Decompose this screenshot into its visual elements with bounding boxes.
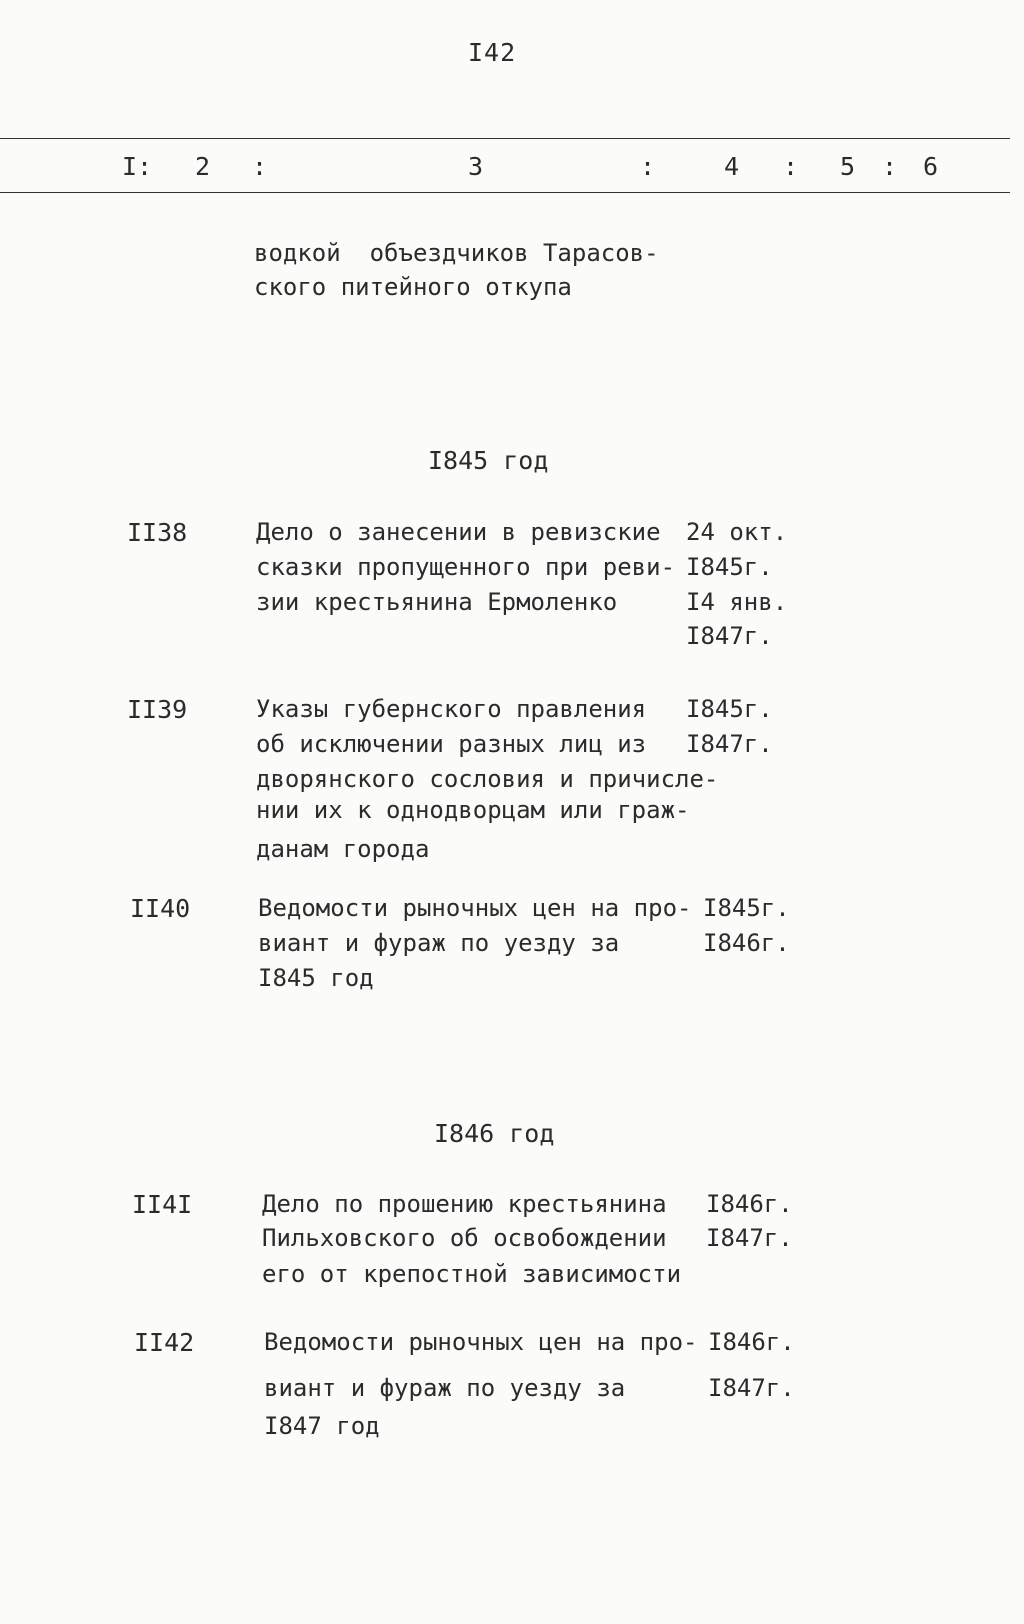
entry-title-line: Дело о занесении в ревизские [256,518,661,546]
entry-title-line: Дело по прошению крестьянина [262,1190,667,1218]
entry-number: II40 [130,894,191,923]
entry-date: I845г. [686,553,773,581]
entry-title-line: нии их к однодворцам или граж- [256,796,690,824]
text-line: водкой объездчиков Тарасов- [254,239,659,267]
column-separator: : [640,152,656,181]
column-header-1: I: [122,152,153,181]
entry-title-line: Ведомости рыночных цен на про- [258,894,692,922]
entry-date: I846г. [703,929,790,957]
entry-title-line: дворянского сословия и причисле- [256,765,719,793]
entry-title-line: виант и фураж по уезду за [258,929,620,957]
column-header-2: 2 [195,152,211,181]
entry-title-line: Указы губернского правления [256,695,647,723]
entry-date: I846г. [706,1190,793,1218]
column-separator: : [783,152,799,181]
entry-date: I4 янв. [686,588,788,616]
header-rule-bottom [0,192,1010,193]
entry-title-line: Пильховского об освобождении [262,1224,667,1252]
column-separator: : [252,152,268,181]
entry-date: I845г. [686,695,773,723]
year-heading: I845 год [428,446,549,475]
entry-date: I847г. [686,730,773,758]
page-number: I42 [468,38,517,67]
entry-date: I847г. [686,622,773,650]
entry-number: II38 [127,518,188,547]
entry-date: 24 окт. [686,518,788,546]
entry-title-line: данам города [256,835,430,863]
entry-number: II42 [134,1328,195,1357]
entry-title-line: I847 год [264,1412,380,1440]
entry-date: I847г. [706,1224,793,1252]
entry-number: II39 [127,695,188,724]
entry-number: II4I [132,1190,193,1219]
entry-title-line: Ведомости рыночных цен на про- [264,1328,698,1356]
entry-title-line: сказки пропущенного при реви- [256,553,676,581]
entry-title-line: его от крепостной зависимости [262,1260,682,1288]
column-header-3: 3 [468,152,484,181]
column-header-4: 4 [724,152,740,181]
column-header-6: 6 [923,152,939,181]
entry-title-line: об исключении разных лиц из [256,730,647,758]
entry-title-line: I845 год [258,964,374,992]
entry-date: I847г. [708,1374,795,1402]
entry-date: I846г. [708,1328,795,1356]
entry-title-line: зии крестьянина Ермоленко [256,588,618,616]
text-line: ского питейного откупа [254,273,572,301]
column-header-5: 5 [840,152,856,181]
column-separator: : [882,152,898,181]
header-rule-top [0,138,1010,139]
year-heading: I846 год [434,1119,555,1148]
entry-title-line: виант и фураж по уезду за [264,1374,626,1402]
entry-date: I845г. [703,894,790,922]
